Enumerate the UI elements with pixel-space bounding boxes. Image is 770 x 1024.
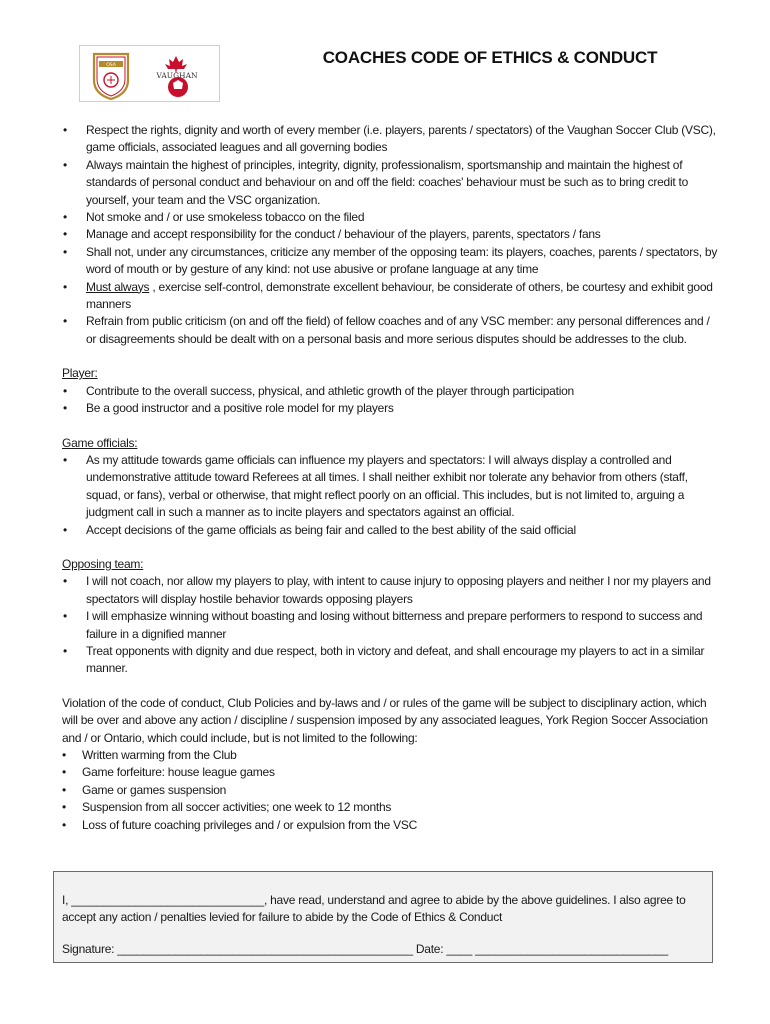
list-item: • Shall not, under any circumstances, criticize any member of the opposing team: its players, coaches, parents / spectators, by word of mouth or by gesture of any kind: not use abusive or profane language at any time — [62, 244, 722, 279]
signature-box — [53, 871, 713, 963]
list-item: • Treat opponents with dignity and due respect, both in victory and defeat, and shall encourage my players to act in a similar manner. — [62, 643, 722, 678]
logo-right-text: VAUGHAN — [156, 71, 198, 80]
general-rules-list — [62, 122, 722, 348]
list-item: • Contribute to the overall success, physical, and athletic growth of the player through participation — [62, 383, 722, 400]
agreement-text: I, ______________________________, have read, understand and agree to abide by the above guidelines. I also agree to accept any action / penalties levied for failure to abide by the Code of Ethics & Conduct — [62, 893, 686, 925]
logo-image — [80, 46, 221, 103]
list-item: • As my attitude towards game officials can influence my players and spectators: I will always display a controlled and undemonstrative attitude toward Referees at all times. I shall neither exhibit nor tolerate any behavior from others (staff, squad, or fans), verbal or otherwise, that might reflect poorly on an official. This includes, but is not limited to, arguing a judgment call in such a manner as to incite players and spectators against an official. — [62, 452, 722, 522]
officials-heading: Game officials: — [62, 435, 138, 450]
list-item: • Respect the rights, dignity and worth of every member (i.e. players, parents / spectators) of the Vaughan Soccer Club (VSC), game officials, associated leagues and all governing bodies — [62, 122, 722, 157]
list-item: • I will emphasize winning without boasting and losing without bitterness and prepare performers to respond to success and failure in a dignified manner — [62, 608, 722, 643]
list-item: • Always maintain the highest of principles, integrity, dignity, professionalism, sportsmanship and maintain the highest of standards of personal conduct and behaviour on and off the field: coaches' behaviour must be such as to bring credit to yourself, your team and the VSC organization. — [62, 157, 722, 209]
code-content — [62, 122, 722, 834]
list-item: • I will not coach, nor allow my players to play, with intent to cause injury to opposing players and neither I nor my players and spectators will display hostile behavior towards opposing players — [62, 573, 722, 608]
list-item: • Be a good instructor and a positive role model for my players — [62, 400, 722, 417]
list-item: • Manage and accept responsibility for the conduct / behaviour of the players, parents, spectators / fans — [62, 226, 722, 243]
violation-list — [62, 747, 722, 834]
list-item: • Written warming from the Club — [62, 747, 722, 764]
list-item: • Not smoke and / or use smokeless tobacco on the filed — [62, 209, 722, 226]
violation-paragraph: Violation of the code of conduct, Club Policies and by-laws and / or rules of the game will be subject to disciplinary action, which will be over and above any action / discipline / suspension imposed by any associated leagues, York Region Soccer Association and / or Ontario, which could include, but is not limited to the following: — [62, 695, 708, 745]
club-logos — [79, 45, 220, 102]
must-always-label: Must always — [86, 279, 150, 294]
list-item: • Accept decisions of the game officials as being fair and called to the best ability of the said official — [62, 522, 722, 539]
list-item-must-always — [62, 279, 722, 314]
officials-list — [62, 452, 722, 539]
opposing-list — [62, 573, 722, 677]
logo-left-text: OSA — [106, 63, 116, 68]
page-title: COACHES CODE OF ETHICS & CONDUCT — [322, 48, 658, 67]
list-item: • Game forfeiture: house league games — [62, 764, 722, 781]
must-always-text: , exercise self-control, demonstrate excellent behaviour, be considerate of others, be courtesy and exhibit good manners — [86, 279, 713, 312]
list-item: • Loss of future coaching privileges and / or expulsion from the VSC — [62, 817, 722, 834]
signature-date-line[interactable]: Signature: ______________________________________________ Date: ____ ______________________________ — [62, 942, 668, 956]
player-list — [62, 383, 722, 418]
list-item: • Game or games suspension — [62, 782, 722, 799]
list-item: • Suspension from all soccer activities; one week to 12 months — [62, 799, 722, 816]
opposing-heading: Opposing team: — [62, 556, 144, 571]
list-item: • Refrain from public criticism (on and off the field) of fellow coaches and of any VSC member: any personal differences and / or disagreements should be dealt with on a personal basis and more serious disputes should be addresses to the club. — [62, 313, 722, 348]
player-heading: Player: — [62, 366, 98, 381]
